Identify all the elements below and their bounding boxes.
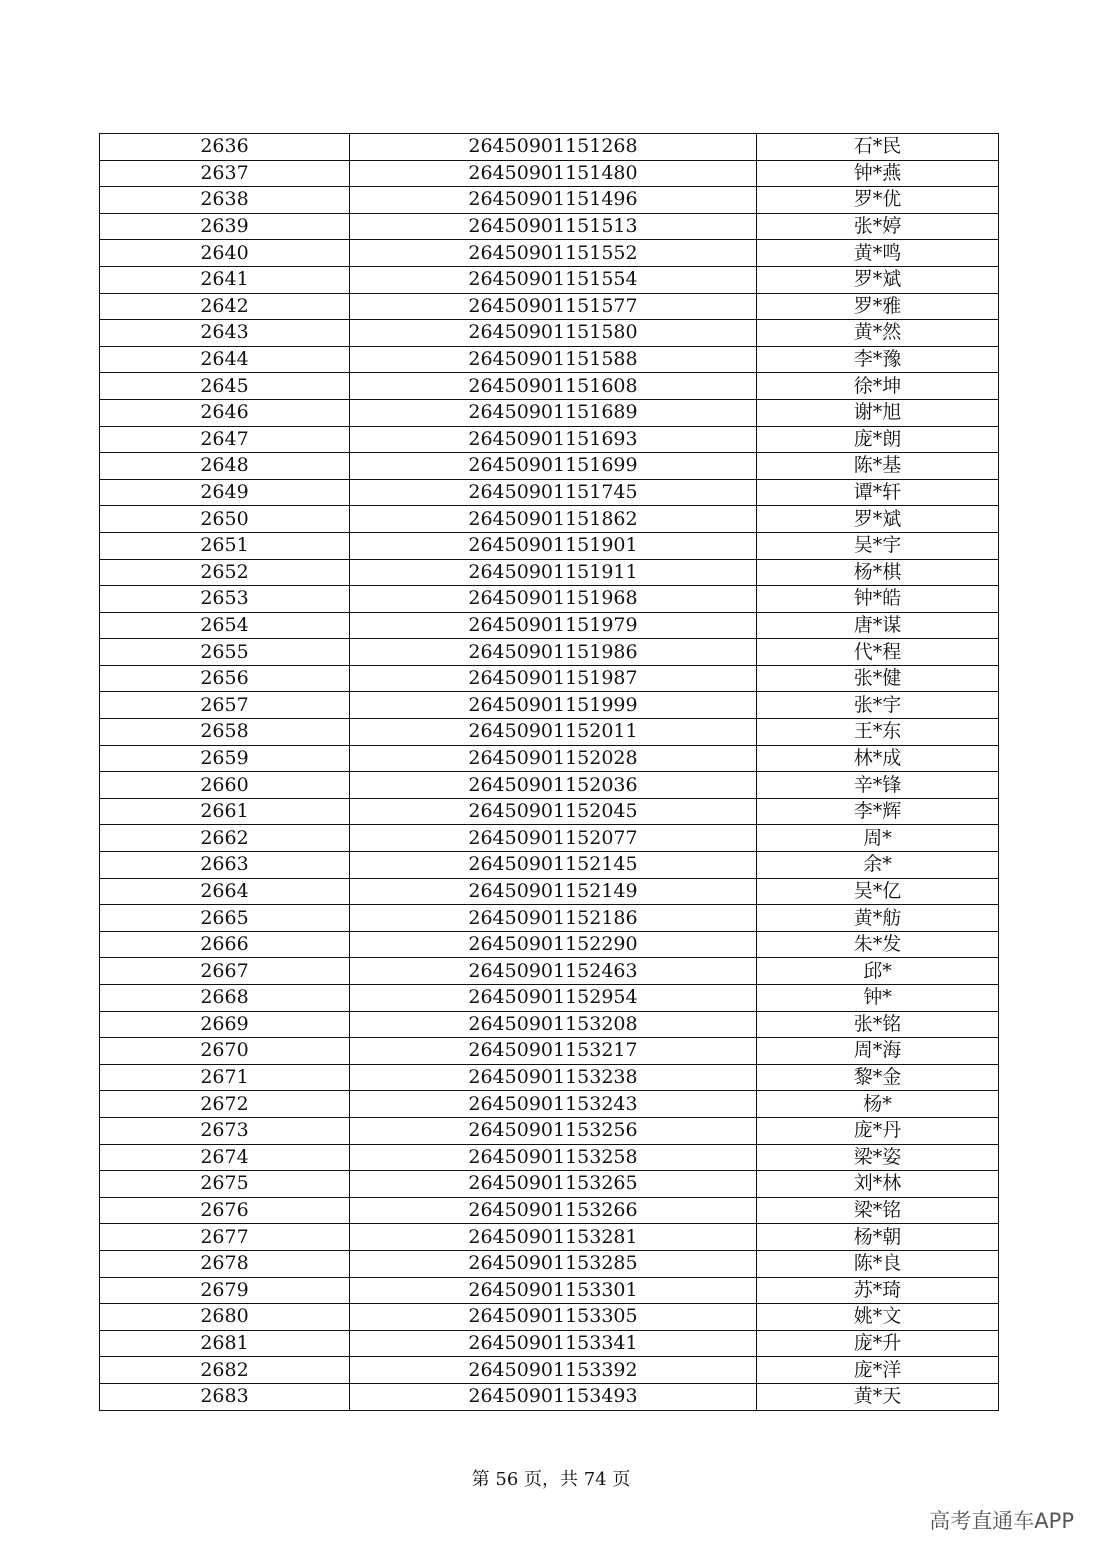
table-row	[100, 692, 999, 719]
candidate-name-cell: 唐*谋	[757, 612, 999, 639]
candidate-id-cell: 26450901152045	[350, 798, 757, 825]
candidate-name-cell: 张*婷	[757, 213, 999, 240]
row-number-cell: 2663	[100, 852, 350, 879]
row-number-cell: 2638	[100, 187, 350, 214]
table-row	[100, 134, 999, 161]
candidate-id-cell: 26450901151554	[350, 266, 757, 293]
table-row	[100, 559, 999, 586]
row-number-cell: 2650	[100, 506, 350, 533]
candidate-id-cell: 26450901151862	[350, 506, 757, 533]
table-row	[100, 479, 999, 506]
candidate-name-cell: 谭*轩	[757, 479, 999, 506]
row-number-cell: 2672	[100, 1091, 350, 1118]
candidate-id-cell: 26450901151901	[350, 532, 757, 559]
row-number-cell: 2636	[100, 134, 350, 161]
table-row	[100, 958, 999, 985]
candidate-id-cell: 26450901153285	[350, 1250, 757, 1277]
candidate-id-cell: 26450901151745	[350, 479, 757, 506]
table-row	[100, 1144, 999, 1171]
candidate-name-cell: 张*健	[757, 665, 999, 692]
row-number-cell: 2666	[100, 931, 350, 958]
row-number-cell: 2648	[100, 453, 350, 480]
row-number-cell: 2649	[100, 479, 350, 506]
table-row	[100, 772, 999, 799]
candidate-id-cell: 26450901151268	[350, 134, 757, 161]
candidate-name-cell: 钟*皓	[757, 586, 999, 613]
candidate-name-cell: 姚*文	[757, 1304, 999, 1331]
candidate-name-cell: 谢*旭	[757, 399, 999, 426]
row-number-cell: 2680	[100, 1304, 350, 1331]
candidate-id-cell: 26450901152077	[350, 825, 757, 852]
candidate-id-cell: 26450901151496	[350, 187, 757, 214]
table-row	[100, 346, 999, 373]
candidate-name-cell: 代*程	[757, 639, 999, 666]
row-number-cell: 2679	[100, 1277, 350, 1304]
candidate-id-cell: 26450901152186	[350, 905, 757, 932]
table-row	[100, 1171, 999, 1198]
candidate-name-cell: 梁*姿	[757, 1144, 999, 1171]
row-number-cell: 2643	[100, 320, 350, 347]
row-number-cell: 2662	[100, 825, 350, 852]
candidate-id-cell: 26450901151999	[350, 692, 757, 719]
candidate-name-cell: 钟*	[757, 985, 999, 1012]
candidate-name-cell: 庞*洋	[757, 1357, 999, 1384]
candidate-name-cell: 李*辉	[757, 798, 999, 825]
candidate-id-cell: 26450901151588	[350, 346, 757, 373]
table-row	[100, 506, 999, 533]
table-row	[100, 612, 999, 639]
table-row	[100, 1064, 999, 1091]
candidate-id-cell: 26450901151968	[350, 586, 757, 613]
table-row	[100, 878, 999, 905]
candidate-name-cell: 朱*发	[757, 931, 999, 958]
candidate-name-cell: 庞*升	[757, 1330, 999, 1357]
page-footer	[0, 1465, 1102, 1491]
candidate-id-cell: 26450901152463	[350, 958, 757, 985]
table-row	[100, 586, 999, 613]
table-row	[100, 1383, 999, 1410]
candidate-id-cell: 26450901153217	[350, 1038, 757, 1065]
candidate-id-cell: 26450901153208	[350, 1011, 757, 1038]
candidate-id-cell: 26450901153281	[350, 1224, 757, 1251]
candidate-id-cell: 26450901151608	[350, 373, 757, 400]
row-number-cell: 2667	[100, 958, 350, 985]
row-number-cell: 2646	[100, 399, 350, 426]
row-number-cell: 2660	[100, 772, 350, 799]
table-row	[100, 320, 999, 347]
row-number-cell: 2681	[100, 1330, 350, 1357]
table-row	[100, 931, 999, 958]
candidate-id-cell: 26450901151480	[350, 160, 757, 187]
row-number-cell: 2664	[100, 878, 350, 905]
candidate-id-cell: 26450901151689	[350, 399, 757, 426]
candidate-id-cell: 26450901152145	[350, 852, 757, 879]
row-number-cell: 2656	[100, 665, 350, 692]
candidate-name-cell: 邱*	[757, 958, 999, 985]
candidate-id-cell: 26450901153258	[350, 1144, 757, 1171]
candidate-id-cell: 26450901152011	[350, 719, 757, 746]
table-row	[100, 985, 999, 1012]
table-row	[100, 1304, 999, 1331]
watermark-logo-text: 高考直通车APP	[929, 1509, 1074, 1533]
candidate-id-cell: 26450901153341	[350, 1330, 757, 1357]
candidate-name-cell: 庞*丹	[757, 1117, 999, 1144]
candidate-id-cell: 26450901152149	[350, 878, 757, 905]
candidate-name-cell: 黄*鸣	[757, 240, 999, 267]
page-number-text: 第 56 页，共 74 页	[471, 1469, 631, 1490]
row-number-cell: 2676	[100, 1197, 350, 1224]
candidate-name-cell: 辛*锋	[757, 772, 999, 799]
table-row	[100, 453, 999, 480]
row-number-cell: 2670	[100, 1038, 350, 1065]
row-number-cell: 2671	[100, 1064, 350, 1091]
table-row	[100, 1357, 999, 1384]
candidate-id-cell: 26450901151979	[350, 612, 757, 639]
candidate-name-cell: 陈*良	[757, 1250, 999, 1277]
roster-table	[99, 133, 999, 1411]
candidate-id-cell: 26450901153301	[350, 1277, 757, 1304]
candidate-name-cell: 杨*棋	[757, 559, 999, 586]
candidate-id-cell: 26450901151986	[350, 639, 757, 666]
candidate-name-cell: 吴*亿	[757, 878, 999, 905]
table-row	[100, 1277, 999, 1304]
candidate-name-cell: 罗*斌	[757, 266, 999, 293]
row-number-cell: 2641	[100, 266, 350, 293]
candidate-id-cell: 26450901152028	[350, 745, 757, 772]
table-row	[100, 1197, 999, 1224]
table-row	[100, 1011, 999, 1038]
row-number-cell: 2639	[100, 213, 350, 240]
candidate-name-cell: 周*	[757, 825, 999, 852]
candidate-id-cell: 26450901153243	[350, 1091, 757, 1118]
row-number-cell: 2669	[100, 1011, 350, 1038]
candidate-id-cell: 26450901153305	[350, 1304, 757, 1331]
row-number-cell: 2658	[100, 719, 350, 746]
candidate-id-cell: 26450901151699	[350, 453, 757, 480]
candidate-id-cell: 26450901153256	[350, 1117, 757, 1144]
table-row	[100, 213, 999, 240]
table-row	[100, 1250, 999, 1277]
row-number-cell: 2677	[100, 1224, 350, 1251]
candidate-id-cell: 26450901151552	[350, 240, 757, 267]
table-row	[100, 240, 999, 267]
table-row	[100, 399, 999, 426]
row-number-cell: 2678	[100, 1250, 350, 1277]
table-row	[100, 1117, 999, 1144]
candidate-name-cell: 吴*宇	[757, 532, 999, 559]
roster-body	[100, 134, 999, 1411]
row-number-cell: 2642	[100, 293, 350, 320]
candidate-id-cell: 26450901151693	[350, 426, 757, 453]
table-row	[100, 293, 999, 320]
candidate-id-cell: 26450901152954	[350, 985, 757, 1012]
table-row	[100, 187, 999, 214]
table-row	[100, 798, 999, 825]
candidate-name-cell: 黄*舫	[757, 905, 999, 932]
table-row	[100, 825, 999, 852]
candidate-name-cell: 余*	[757, 852, 999, 879]
row-number-cell: 2673	[100, 1117, 350, 1144]
candidate-name-cell: 王*东	[757, 719, 999, 746]
table-row	[100, 905, 999, 932]
candidate-name-cell: 黄*然	[757, 320, 999, 347]
candidate-name-cell: 庞*朗	[757, 426, 999, 453]
candidate-name-cell: 刘*林	[757, 1171, 999, 1198]
candidate-name-cell: 周*海	[757, 1038, 999, 1065]
candidate-name-cell: 黄*天	[757, 1383, 999, 1410]
candidate-name-cell: 李*豫	[757, 346, 999, 373]
candidate-id-cell: 26450901152290	[350, 931, 757, 958]
table-row	[100, 1224, 999, 1251]
row-number-cell: 2668	[100, 985, 350, 1012]
candidate-id-cell: 26450901151987	[350, 665, 757, 692]
candidate-name-cell: 梁*铭	[757, 1197, 999, 1224]
candidate-id-cell: 26450901153238	[350, 1064, 757, 1091]
table-row	[100, 852, 999, 879]
table-row	[100, 373, 999, 400]
candidate-id-cell: 26450901152036	[350, 772, 757, 799]
candidate-name-cell: 石*民	[757, 134, 999, 161]
row-number-cell: 2637	[100, 160, 350, 187]
candidate-name-cell: 罗*雅	[757, 293, 999, 320]
row-number-cell: 2682	[100, 1357, 350, 1384]
candidate-name-cell: 苏*琦	[757, 1277, 999, 1304]
candidate-name-cell: 杨*朝	[757, 1224, 999, 1251]
table-row	[100, 532, 999, 559]
candidate-id-cell: 26450901151513	[350, 213, 757, 240]
candidate-name-cell: 黎*金	[757, 1064, 999, 1091]
table-row	[100, 1091, 999, 1118]
table-row	[100, 665, 999, 692]
row-number-cell: 2665	[100, 905, 350, 932]
row-number-cell: 2683	[100, 1383, 350, 1410]
candidate-name-cell: 林*成	[757, 745, 999, 772]
candidate-id-cell: 26450901153265	[350, 1171, 757, 1198]
candidate-id-cell: 26450901153493	[350, 1383, 757, 1410]
row-number-cell: 2651	[100, 532, 350, 559]
candidate-name-cell: 杨*	[757, 1091, 999, 1118]
row-number-cell: 2674	[100, 1144, 350, 1171]
table-row	[100, 426, 999, 453]
candidate-name-cell: 罗*优	[757, 187, 999, 214]
table-row	[100, 745, 999, 772]
candidate-name-cell: 徐*坤	[757, 373, 999, 400]
table-row	[100, 719, 999, 746]
candidate-id-cell: 26450901153392	[350, 1357, 757, 1384]
candidate-name-cell: 张*铭	[757, 1011, 999, 1038]
row-number-cell: 2654	[100, 612, 350, 639]
candidate-name-cell: 陈*基	[757, 453, 999, 480]
row-number-cell: 2657	[100, 692, 350, 719]
row-number-cell: 2645	[100, 373, 350, 400]
table-row	[100, 1330, 999, 1357]
row-number-cell: 2675	[100, 1171, 350, 1198]
candidate-id-cell: 26450901151580	[350, 320, 757, 347]
candidate-name-cell: 罗*斌	[757, 506, 999, 533]
row-number-cell: 2661	[100, 798, 350, 825]
candidate-id-cell: 26450901151577	[350, 293, 757, 320]
candidate-name-cell: 钟*燕	[757, 160, 999, 187]
table-row	[100, 160, 999, 187]
row-number-cell: 2652	[100, 559, 350, 586]
table-row	[100, 266, 999, 293]
row-number-cell: 2659	[100, 745, 350, 772]
candidate-id-cell: 26450901151911	[350, 559, 757, 586]
row-number-cell: 2647	[100, 426, 350, 453]
row-number-cell: 2653	[100, 586, 350, 613]
table-row	[100, 1038, 999, 1065]
candidate-id-cell: 26450901153266	[350, 1197, 757, 1224]
row-number-cell: 2644	[100, 346, 350, 373]
row-number-cell: 2655	[100, 639, 350, 666]
row-number-cell: 2640	[100, 240, 350, 267]
candidate-name-cell: 张*宇	[757, 692, 999, 719]
table-row	[100, 639, 999, 666]
